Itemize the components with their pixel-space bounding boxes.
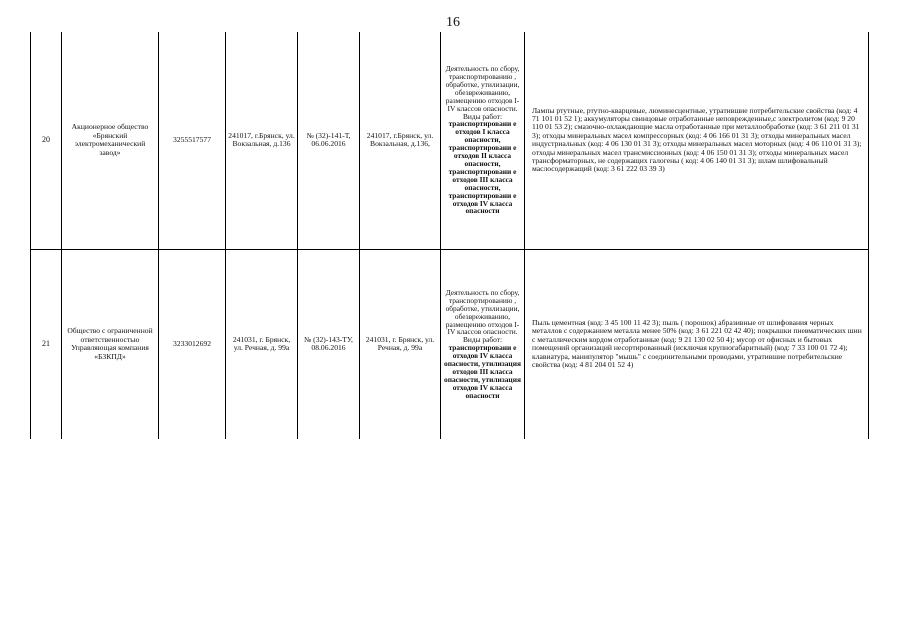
inn-cell: 3255517577 — [159, 32, 226, 249]
waste-license-table — [30, 32, 869, 439]
license-number-date: № (32)-143-ТУ, 08.06.2016 — [298, 249, 360, 439]
inn-cell: 3233012692 — [159, 249, 226, 439]
company-name: Акционерное общество «Брянский электромеханический завод» — [62, 32, 159, 249]
company-name: Общество с ограниченной ответственностью Управляющая компания «БЗКПД» — [62, 249, 159, 439]
waste-list: Лампы ртутные, ртутно-кварцевые, люминесцентные, утратившие потребительские свойства (код: 4 71 101 01 52 1); аккумуляторы свинцовые отработанные неповрежденные,с электролитом (код: 9 20 110 01 53 2); смазочно-охлаждающие масла отработанные при металлообработке (код: 3 61 211 01 31 3); отходы минеральных масел компрессорных (код: 4 06 166 01 31 3); отходы минеральных масел индустриальных (код: 4 06 130 01 31 3); отходы минеральных масел моторных (код: 4 06 110 01 31 3); отходы минеральных масел трансмиссионных (код: 4 06 150 01 31 3); отходы минеральных масел трансформаторных, не содержащих галогены ( код: 4 06 140 01 31 3); шлам шлифовальный маслосодержащий (код: 3 61 222 03 39 3) — [525, 32, 869, 249]
activity-description: Деятельность по сбору, транспортированию , обработке, утилизации, обезвреживанию, размещению отходов I-IV классов опасности. Виды работ: — [445, 287, 520, 345]
activity-types — [441, 249, 525, 439]
activity-description: Деятельность по сбору, транспортированию , обработке, утилизации, обезвреживанию, размещению отходов I-IV классов опасности. Виды работ: — [445, 64, 520, 121]
row-number: 20 — [31, 32, 62, 249]
waste-list: Пыль цементная (код: 3 45 100 11 42 3); пыль ( порошок) абразивные от шлифования черных металлов с содержанием металла менее 50% (код: 3 61 221 02 42 40); покрышки пневматических шин с металлическим кордом отработанные (код: 9 21 130 02 50 4); мусор от офисных и бытовых помещений организаций несортированный (исключая крупногабаритный) (код: 7 33 100 01 72 4); клавиатура, манипулятор "мышь" с соединительными проводами, утратившие потребительские свойства (код: 4 81 204 01 52 4) — [525, 249, 869, 439]
page-number: 16 — [446, 15, 460, 30]
work-types: транспортировани е отходов I класса опасности, транспортировани е отходов II класса опасности, транспортировани е отходов III класса опасности, транспортировани е отходов IV класса опасности — [448, 119, 517, 216]
table-row — [31, 249, 869, 439]
activity-site-address: 241017, г.Брянск, ул. Вокзальная, д.136, — [360, 32, 441, 249]
legal-address: 241017, г.Брянск, ул. Вокзальная, д.136 — [226, 32, 298, 249]
activity-types — [441, 32, 525, 249]
activity-site-address: 241031, г. Брянск, ул. Речная, д. 99а — [360, 249, 441, 439]
table-row — [31, 32, 869, 249]
work-types: транспортировани е отходов IV класса опасности, утилизация отходов III класса опасности, утилизация отходов IV класса опасности — [444, 343, 521, 400]
legal-address: 241031, г. Брянск, ул. Речная, д. 99а — [226, 249, 298, 439]
row-number: 21 — [31, 249, 62, 439]
license-number-date: № (32)-141-Т, 06.06.2016 — [298, 32, 360, 249]
